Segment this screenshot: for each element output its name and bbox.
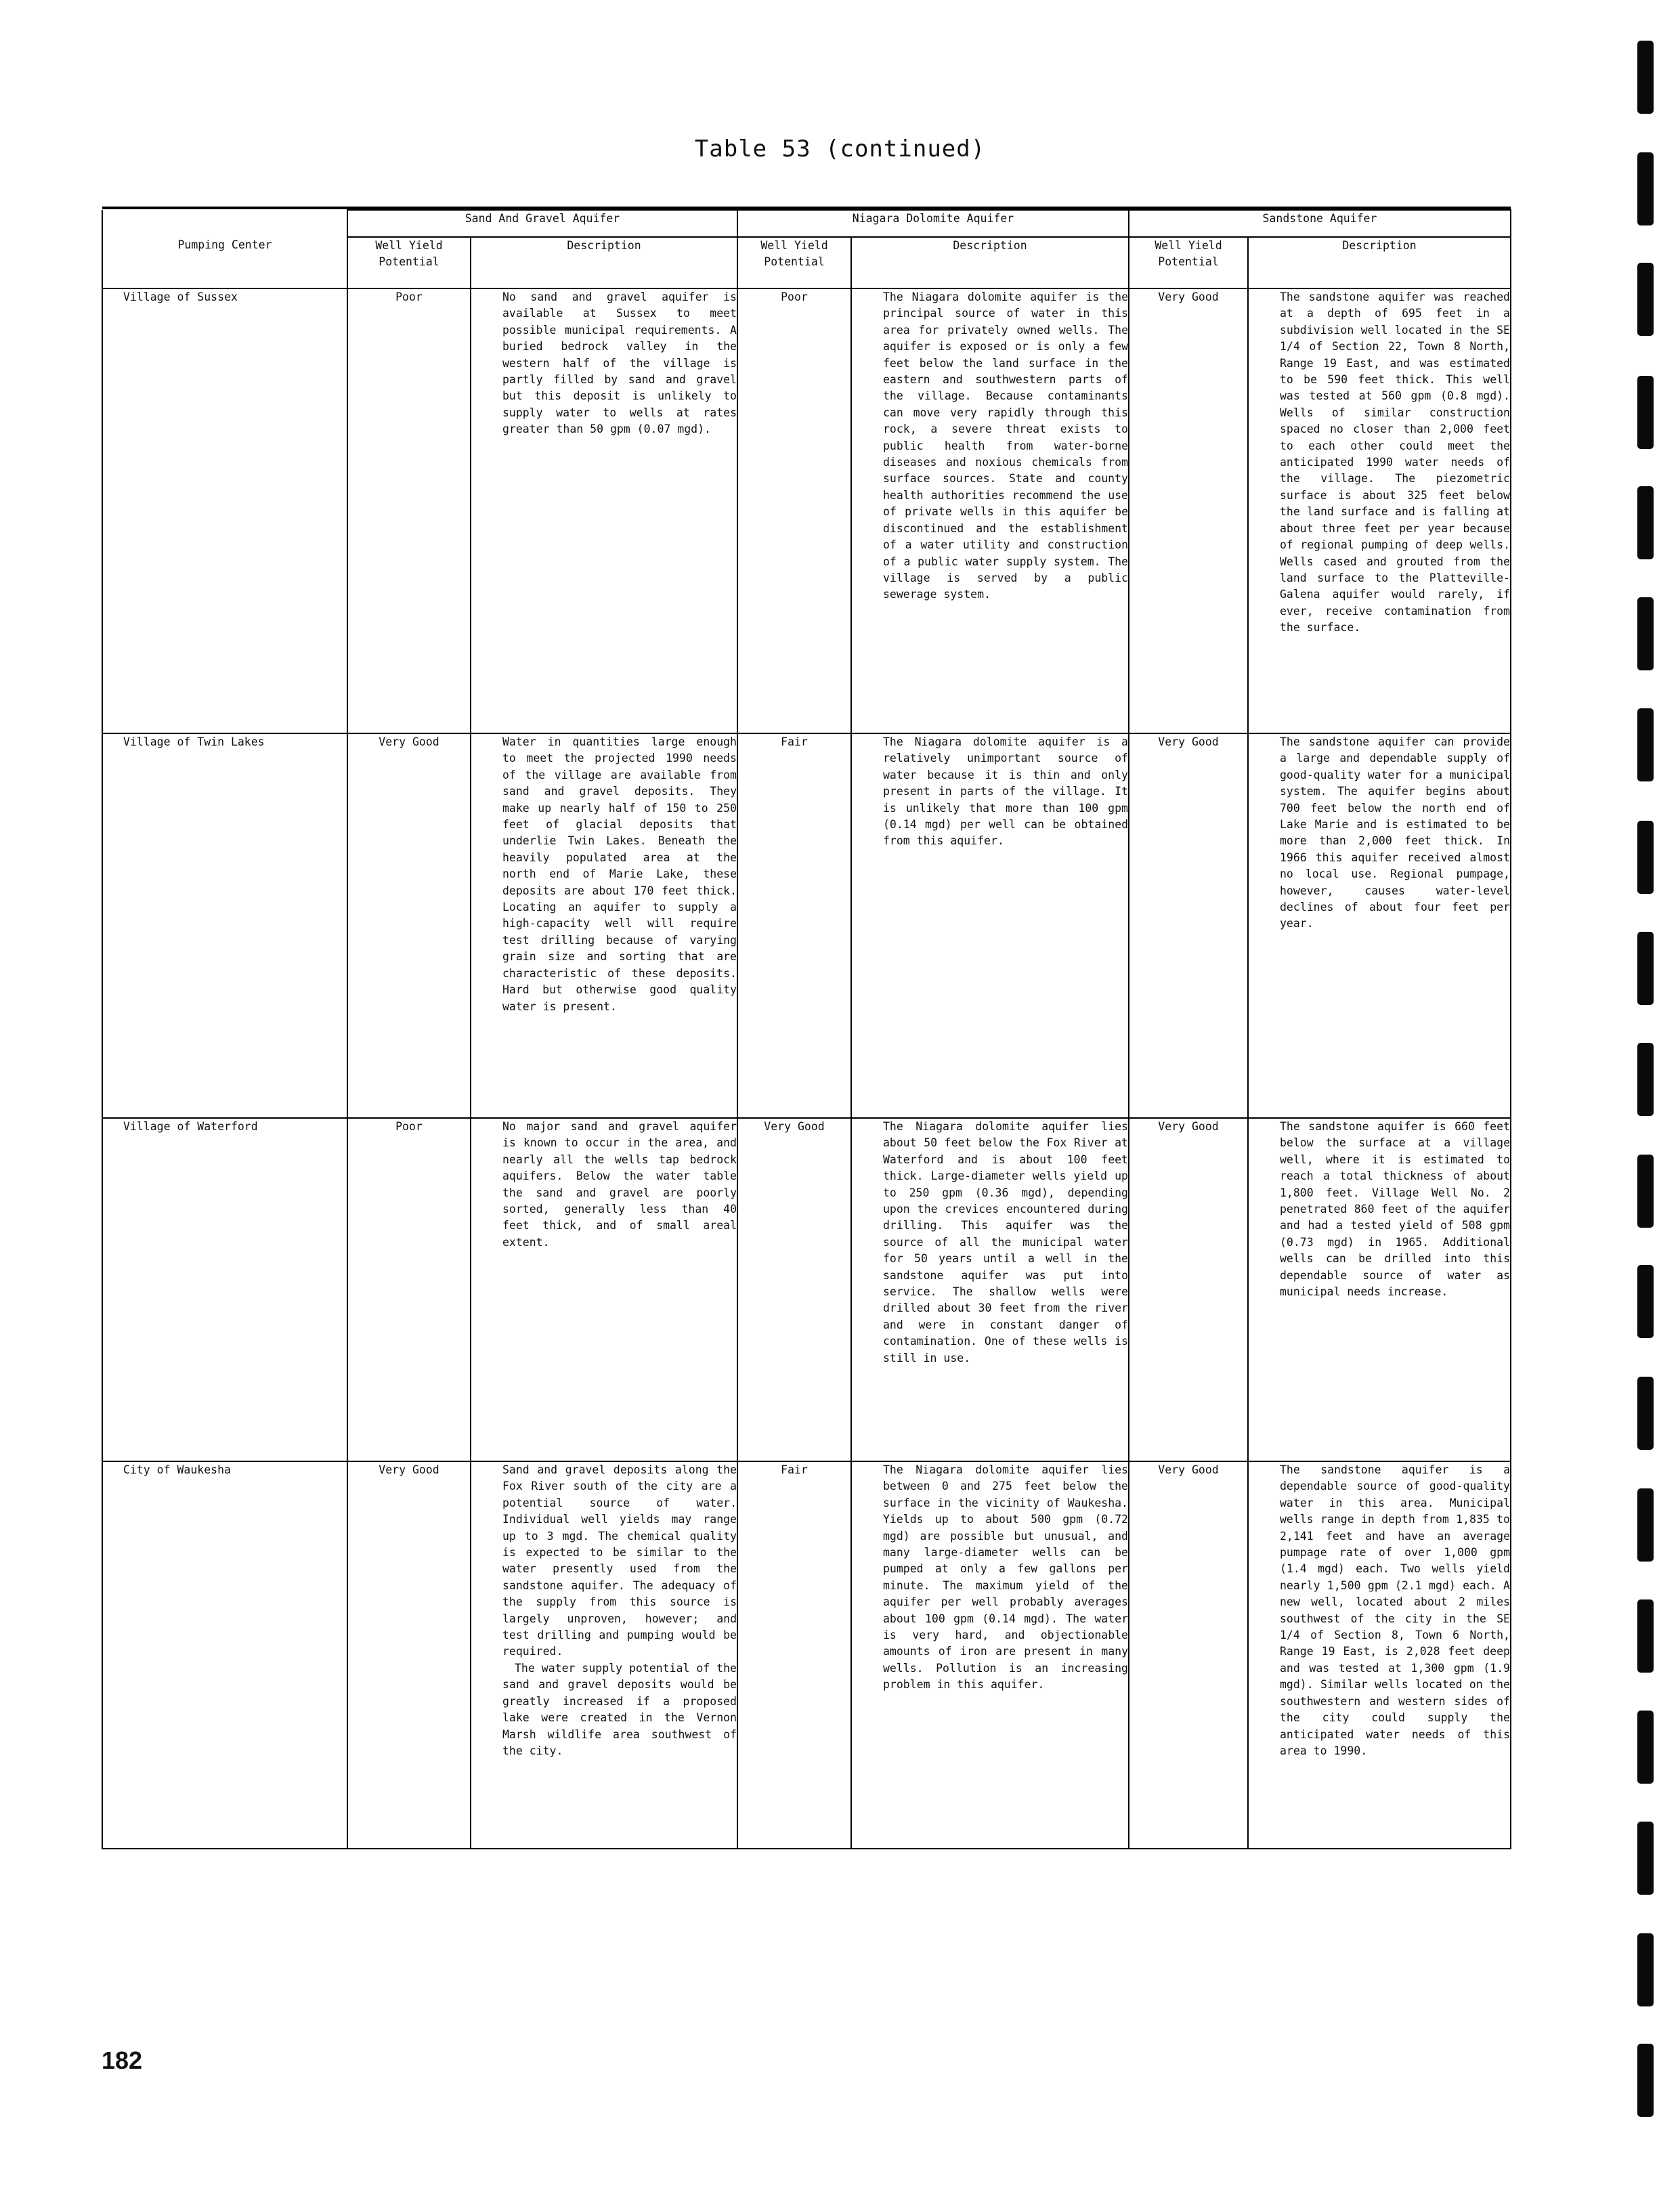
table-row: [102, 733, 1511, 1118]
well-yield-label: Well Yield: [375, 239, 443, 252]
ss-yield-cell: Very Good: [1129, 1461, 1248, 1849]
edge-mark: [1637, 376, 1654, 449]
table-row: [102, 1461, 1511, 1849]
sg-description-paragraph: The water supply potential of the sand and gravel deposits would be greatly increased if a proposed lake were created in the Vernon Marsh wildlife area southwest of the city.: [502, 1661, 737, 1757]
ss-description-cell: The sandstone aquifer was reached at a depth of 695 feet in a subdivision well located in the SE 1/4 of Section 22, Town 8 North, Range 19 East, and was estimated to be 590 feet thick. This well was tested at 560 gpm (0.8 mgd). Wells of similar construction spaced no closer than 2,000 feet to each other could meet the anticipated 1990 water needs of the village. The piezometric surface is about 325 feet below the land surface and is falling at about three feet per year because of regional pumping of deep wells. Wells cased and grouted from the land surface to the Platteville-Galena aquifer would rarely, if ever, receive contamination from the surface.: [1248, 288, 1511, 733]
edge-mark: [1637, 486, 1654, 559]
nd-yield-cell: Very Good: [737, 1118, 851, 1461]
nd-description-cell: The Niagara dolomite aquifer lies about 50 feet below the Fox River at Waterford and is about 100 feet thick. Large-diameter wells yield up to 250 gpm (0.36 mgd), depending upon the crevices encountered during drilling. This aquifer was the source of all the municipal water for 50 years until a well in the sandstone aquifer was put into service. The shallow wells were drilled about 30 feet from the river and were in constant danger of contamination. One of these wells is still in use.: [851, 1118, 1129, 1461]
potential-label: Potential: [764, 255, 825, 269]
ss-yield-cell: Very Good: [1129, 733, 1248, 1118]
pumping-center-cell: Village of Sussex: [102, 288, 347, 733]
nd-description-cell: The Niagara dolomite aquifer is a relatively unimportant source of water because it is thin and only present in parts of the village. It is unlikely that more than 100 gpm (0.14 mgd) per well can be obtained from this aquifer.: [851, 733, 1129, 1118]
edge-mark: [1637, 1377, 1654, 1450]
edge-mark: [1637, 2044, 1654, 2117]
potential-label: Potential: [1158, 255, 1219, 269]
edge-mark: [1637, 1043, 1654, 1116]
nd-description-cell: The Niagara dolomite aquifer lies between 0 and 275 feet below the surface in the vicinity of Waukesha. Yields up to about 500 gpm (0.72 mgd) are possible but unusual, and many large-diameter wells can be pumped at only a few gallons per minute. The maximum yield of the aquifer per well probably averages about 100 gpm (0.14 mgd). The water is very hard, and objectionable amounts of iron are present in many wells. Pollution is an increasing problem in this aquifer.: [851, 1461, 1129, 1849]
edge-mark: [1637, 708, 1654, 781]
sg-description-paragraph: Sand and gravel deposits along the Fox River south of the city are a potential source of water. Individual well yields may range up to 3 mgd. The chemical quality is expected to be similar to the water presently used from the sandstone aquifer. The adequacy of the supply from this source is largely unproven, however; and test drilling and pumping would be required.: [502, 1463, 737, 1658]
ss-description-cell: The sandstone aquifer can provide a large and dependable supply of good-quality water for a municipal system. The aquifer begins about 700 feet below the north end of Lake Marie and is estimated to be more than 2,000 feet thick. In 1966 this aquifer received almost no local use. Regional pumpage, however, causes water-level declines of about four feet per year.: [1248, 733, 1511, 1118]
well-yield-label: Well Yield: [1155, 239, 1222, 252]
sg-yield-cell: Poor: [347, 1118, 471, 1461]
sg-description-cell: No sand and gravel aquifer is available at Sussex to meet possible municipal requirements. A buried bedrock valley in the western half of the village is partly filled by sand and gravel but this deposit is unlikely to supply water to wells at rates greater than 50 gpm (0.07 mgd).: [471, 288, 737, 733]
ss-yield-cell: Very Good: [1129, 1118, 1248, 1461]
edge-mark: [1637, 1265, 1654, 1338]
nd-yield-cell: Poor: [737, 288, 851, 733]
nd-yield-cell: Fair: [737, 1461, 851, 1849]
edge-mark: [1637, 1488, 1654, 1562]
ss-yield-cell: Very Good: [1129, 288, 1248, 733]
group-header-sandstone: Sandstone Aquifer: [1129, 210, 1511, 237]
sg-yield-cell: Very Good: [347, 733, 471, 1118]
edge-mark: [1637, 1599, 1654, 1673]
binding-edge-marks: [1637, 0, 1664, 2192]
ss-description-cell: The sandstone aquifer is a dependable source of good-quality water in this area. Municipal wells range in depth from 1,835 to 2,141 feet and have an average pumpage rate of over 1,000 gpm (1.4 mgd) each. Two wells yield nearly 1,500 gpm (2.1 mgd) each. A new well, located about 2 miles southwest of the city in the SE 1/4 of Section 8, Town 6 North, Range 19 East, is 2,028 feet deep and was tested at 1,300 gpm (1.9 mgd). Similar wells located on the southwestern and western sides of the city could supply the anticipated water needs of this area to 1990.: [1248, 1461, 1511, 1849]
pumping-center-cell: Village of Twin Lakes: [102, 733, 347, 1118]
nd-description-cell: The Niagara dolomite aquifer is the principal source of water in this area for privately owned wells. The aquifer is exposed or is only a few feet below the land surface in the eastern and southwestern parts of the village. Because contaminants can move very rapidly through this rock, a severe threat exists to public health from water-borne diseases and noxious chemicals from surface sources. State and county health authorities recommend the use of private wells in this aquifer be discontinued and the establishment of a water utility and construction of a public water supply system. The village is served by a public sewerage system.: [851, 288, 1129, 733]
sg-description-cell: Water in quantities large enough to meet the projected 1990 needs of the village are available from sand and gravel deposits. They make up nearly half of 150 to 250 feet of glacial deposits that underlie Twin Lakes. Beneath the heavily populated area at the north end of Marie Lake, these deposits are about 170 feet thick. Locating an aquifer to supply a high-capacity well will require test drilling because of varying grain size and sorting that are characteristic of these deposits. Hard but otherwise good quality water is present.: [471, 733, 737, 1118]
group-header-row: [102, 210, 1511, 237]
edge-mark: [1637, 932, 1654, 1005]
ss-description-cell: The sandstone aquifer is 660 feet below the surface at a village well, where it is estimated to reach a total thickness of about 1,800 feet. Village Well No. 2 penetrated 860 feet of the aquifer and had a tested yield of 508 gpm (0.73 mgd) in 1965. Additional wells can be drilled into this dependable source of water as municipal needs increase.: [1248, 1118, 1511, 1461]
well-yield-label: Well Yield: [760, 239, 828, 252]
edge-mark: [1637, 152, 1654, 225]
column-header-row: [102, 237, 1511, 288]
column-header-nd-description: Description: [851, 237, 1129, 288]
sg-yield-cell: Poor: [347, 288, 471, 733]
column-header-ss-description: Description: [1248, 237, 1511, 288]
column-header-nd-yield: [737, 237, 851, 288]
sg-description-cell: [471, 1461, 737, 1849]
column-header-pumping-center: Pumping Center: [102, 237, 347, 288]
table-row: [102, 1118, 1511, 1461]
sg-yield-cell: Very Good: [347, 1461, 471, 1849]
edge-mark: [1637, 1933, 1654, 2006]
column-header-ss-yield: [1129, 237, 1248, 288]
edge-mark: [1637, 821, 1654, 894]
edge-mark: [1637, 1711, 1654, 1784]
edge-mark: [1637, 597, 1654, 670]
group-header-sand-gravel: Sand And Gravel Aquifer: [347, 210, 737, 237]
pumping-center-cell: Village of Waterford: [102, 1118, 347, 1461]
nd-yield-cell: Fair: [737, 733, 851, 1118]
page-number: 182: [102, 2046, 143, 2074]
page-title: Table 53 (continued): [694, 135, 986, 163]
pumping-center-cell: City of Waukesha: [102, 1461, 347, 1849]
group-header-niagara-dolomite: Niagara Dolomite Aquifer: [737, 210, 1129, 237]
edge-mark: [1637, 1155, 1654, 1228]
sg-description-cell: No major sand and gravel aquifer is known to occur in the area, and nearly all the wells tap bedrock aquifers. Below the water table the sand and gravel are poorly sorted, generally less than 40 feet thick, and of small areal extent.: [471, 1118, 737, 1461]
column-header-sg-yield: [347, 237, 471, 288]
edge-mark: [1637, 41, 1654, 114]
potential-label: Potential: [379, 255, 439, 269]
edge-mark: [1637, 1822, 1654, 1895]
aquifer-table: [102, 207, 1511, 1849]
table-row: [102, 288, 1511, 733]
column-header-sg-description: Description: [471, 237, 737, 288]
edge-mark: [1637, 263, 1654, 336]
